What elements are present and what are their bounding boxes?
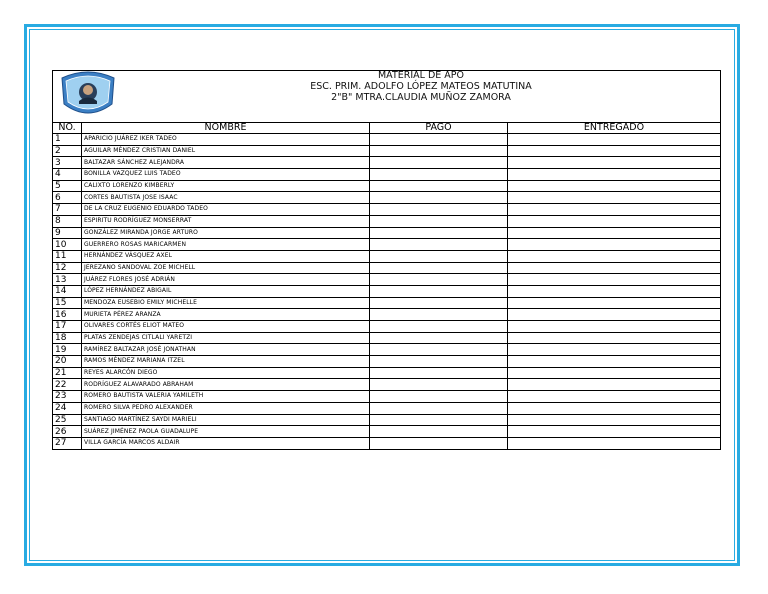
row-number: 20 (53, 356, 82, 368)
pago-cell (370, 215, 508, 227)
row-number: 18 (53, 332, 82, 344)
row-number: 25 (53, 414, 82, 426)
student-name: AGUILAR MÉNDEZ CRISTIAN DANIEL (82, 145, 370, 157)
table-header-row (53, 123, 721, 134)
entregado-cell (508, 402, 721, 414)
table-row (53, 367, 721, 379)
table-row (53, 134, 721, 146)
student-name: BONILLA VAZQUEZ LUIS TADEO (82, 169, 370, 181)
entregado-cell (508, 414, 721, 426)
pago-cell (370, 145, 508, 157)
pago-cell (370, 414, 508, 426)
entregado-cell (508, 321, 721, 333)
student-name: SUÁREZ JIMÉNEZ PAOLA GUADALUPE (82, 426, 370, 438)
table-row (53, 274, 721, 286)
student-name: REYES ALARCÓN DIEGO (82, 367, 370, 379)
table-row (53, 414, 721, 426)
table-row (53, 192, 721, 204)
table-row (53, 227, 721, 239)
row-number: 13 (53, 274, 82, 286)
student-name: JUÁREZ FLORES JOSÉ ADRIÁN (82, 274, 370, 286)
student-name: BALTAZAR SÁNCHEZ ALEJANDRA (82, 157, 370, 169)
title-line-2: ESC. PRIM. ADOLFO LÓPEZ MATEOS MATUTINA (310, 81, 532, 92)
pago-cell (370, 356, 508, 368)
pago-cell (370, 309, 508, 321)
row-number: 9 (53, 227, 82, 239)
row-number: 11 (53, 250, 82, 262)
student-name: CALIXTO LORENZO KIMBERLY (82, 180, 370, 192)
entregado-cell (508, 169, 721, 181)
row-number: 1 (53, 134, 82, 146)
student-name: DE LA CRUZ EUGENIO EDUARDO TADEO (82, 204, 370, 216)
entregado-cell (508, 437, 721, 449)
student-name: ROMERO SILVA PEDRO ALEXANDER (82, 402, 370, 414)
row-number: 7 (53, 204, 82, 216)
student-name: CORTES BAUTISTA JOSE ISAAC (82, 192, 370, 204)
student-name: APARICIO JUÁREZ IKER TADEO (82, 134, 370, 146)
document-title (122, 70, 720, 103)
pago-cell (370, 157, 508, 169)
entregado-cell (508, 204, 721, 216)
pago-cell (370, 250, 508, 262)
table-row (53, 356, 721, 368)
student-name: MURIETA PÉREZ ARANZA (82, 309, 370, 321)
column-header-nombre: NOMBRE (82, 123, 370, 134)
row-number: 23 (53, 391, 82, 403)
table-row (53, 145, 721, 157)
row-number: 6 (53, 192, 82, 204)
row-number: 12 (53, 262, 82, 274)
table-row (53, 402, 721, 414)
column-header-entregado: ENTREGADO (508, 123, 721, 134)
row-number: 15 (53, 297, 82, 309)
row-number: 14 (53, 285, 82, 297)
student-name: HERNÁNDEZ VÁSQUEZ AXEL (82, 250, 370, 262)
student-name: ESPIRITU RODRÍGUEZ MONSERRAT (82, 215, 370, 227)
entregado-cell (508, 297, 721, 309)
entregado-cell (508, 356, 721, 368)
entregado-cell (508, 157, 721, 169)
row-number: 21 (53, 367, 82, 379)
table-row (53, 321, 721, 333)
column-header-no: NO. (53, 123, 82, 134)
student-name: GUERRERO ROSAS MARICARMEN (82, 239, 370, 251)
row-number: 4 (53, 169, 82, 181)
row-number: 5 (53, 180, 82, 192)
table-row (53, 285, 721, 297)
pago-cell (370, 169, 508, 181)
entregado-cell (508, 262, 721, 274)
table-row (53, 332, 721, 344)
entregado-cell (508, 239, 721, 251)
pago-cell (370, 402, 508, 414)
table-row (53, 262, 721, 274)
pago-cell (370, 321, 508, 333)
pago-cell (370, 332, 508, 344)
row-number: 8 (53, 215, 82, 227)
pago-cell (370, 344, 508, 356)
entregado-cell (508, 426, 721, 438)
student-name: SANTIAGO MARTÍNEZ SAYDI MARIELI (82, 414, 370, 426)
row-number: 17 (53, 321, 82, 333)
title-line-1: MATERIAL DE APO (377, 70, 465, 81)
table-row (53, 297, 721, 309)
student-name: LÓPEZ HERNÁNDEZ ABIGAIL (82, 285, 370, 297)
entregado-cell (508, 274, 721, 286)
student-name: OLIVARES CORTÉS ELIOT MATEO (82, 321, 370, 333)
entregado-cell (508, 379, 721, 391)
pago-cell (370, 426, 508, 438)
table-row (53, 437, 721, 449)
table-row (53, 344, 721, 356)
entregado-cell (508, 215, 721, 227)
row-number: 27 (53, 437, 82, 449)
row-number: 19 (53, 344, 82, 356)
row-number: 16 (53, 309, 82, 321)
table-row (53, 250, 721, 262)
table-row (53, 239, 721, 251)
row-number: 22 (53, 379, 82, 391)
pago-cell (370, 227, 508, 239)
entregado-cell (508, 227, 721, 239)
pago-cell (370, 391, 508, 403)
table-row (53, 204, 721, 216)
table-row (53, 426, 721, 438)
table-row (53, 180, 721, 192)
entregado-cell (508, 309, 721, 321)
student-name: JEREZANO SANDOVAL ZOE MICHELL (82, 262, 370, 274)
table-row (53, 215, 721, 227)
title-line-3: 2"B" MTRA.CLAUDIA MUÑOZ ZAMORA (331, 92, 511, 103)
pago-cell (370, 262, 508, 274)
row-number: 2 (53, 145, 82, 157)
row-number: 24 (53, 402, 82, 414)
student-name: RODRÍGUEZ ALAVARADO ABRAHAM (82, 379, 370, 391)
table-row (53, 309, 721, 321)
attendance-table (52, 122, 721, 450)
row-number: 10 (53, 239, 82, 251)
student-name: PLATAS ZENDEJAS CITLALI YARETZI (82, 332, 370, 344)
table-row (53, 379, 721, 391)
entregado-cell (508, 180, 721, 192)
student-name: RAMÍREZ BALTAZAR JOSÉ JONATHAN (82, 344, 370, 356)
pago-cell (370, 204, 508, 216)
pago-cell (370, 134, 508, 146)
pago-cell (370, 192, 508, 204)
pago-cell (370, 437, 508, 449)
pago-cell (370, 379, 508, 391)
entregado-cell (508, 145, 721, 157)
column-header-pago: PAGO (370, 123, 508, 134)
table-row (53, 391, 721, 403)
pago-cell (370, 285, 508, 297)
student-name: MENDOZA EUSEBIO EMILY MICHELLE (82, 297, 370, 309)
entregado-cell (508, 332, 721, 344)
student-name: ROMERO BAUTISTA VALERIA YAMILETH (82, 391, 370, 403)
pago-cell (370, 274, 508, 286)
table-row (53, 169, 721, 181)
student-name: GONZÁLEZ MIRANDA JORGE ARTURO (82, 227, 370, 239)
table-row (53, 157, 721, 169)
entregado-cell (508, 192, 721, 204)
student-name: RAMOS MÉNDEZ MARIANA ITZEL (82, 356, 370, 368)
row-number: 26 (53, 426, 82, 438)
pago-cell (370, 239, 508, 251)
row-number: 3 (53, 157, 82, 169)
entregado-cell (508, 250, 721, 262)
student-name: VILLA GARCÍA MARCOS ALDAIR (82, 437, 370, 449)
pago-cell (370, 367, 508, 379)
entregado-cell (508, 344, 721, 356)
pago-cell (370, 180, 508, 192)
pago-cell (370, 297, 508, 309)
entregado-cell (508, 367, 721, 379)
entregado-cell (508, 391, 721, 403)
entregado-cell (508, 134, 721, 146)
entregado-cell (508, 285, 721, 297)
